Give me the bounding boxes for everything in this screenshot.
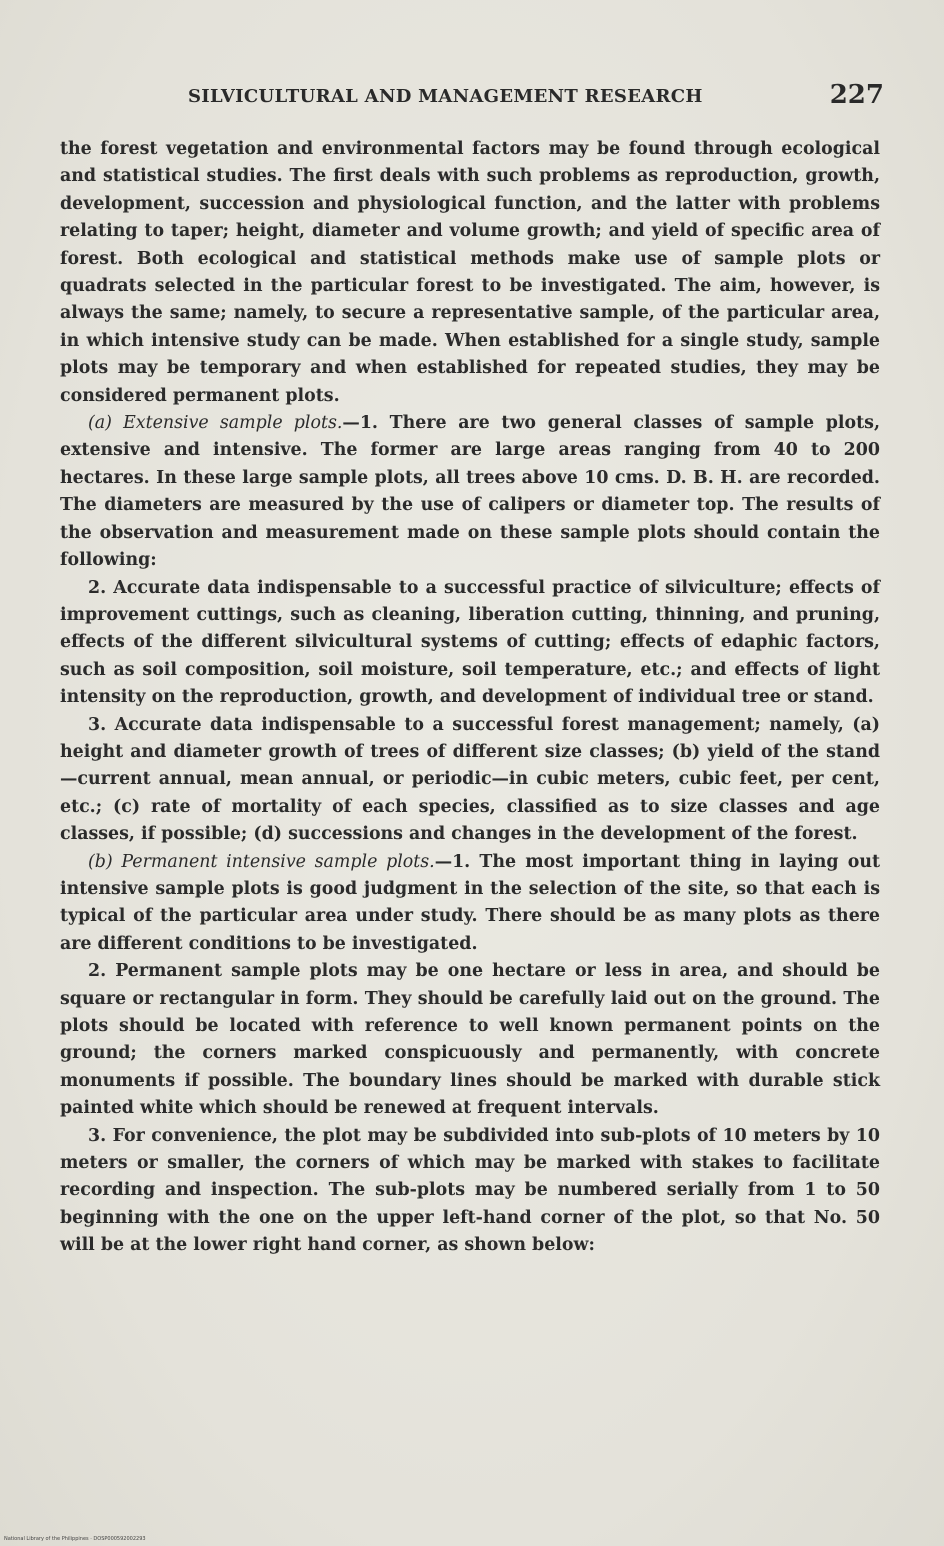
- paragraph-management-data: [60, 712, 880, 849]
- paragraph-sub-plots: [60, 1123, 880, 1260]
- paragraph-text: 3. For convenience, the plot may be subdivided into sub-plots of 10 meters by 10 meters or smaller, the corners of which may be marked with stakes to facilitate recording and inspection. The sub-plots may be numbered serially from 1 to 50 beginning with the one on the upper left-hand corner of the plot, so that No. 50 will be at the lower right hand corner, as shown below:: [60, 1125, 880, 1256]
- paragraph-text: —1. There are two general classes of sample plots, extensive and intensive. The former are large areas ranging from 40 to 200 hectares. In these large sample plots, all trees above 10 cms. D. B. H. are recorded. The diameters are measured by the use of calipers or diameter top. The results of the observation and measurement made on these sample plots should contain the following:: [60, 413, 880, 571]
- paragraph-silviculture-data: [60, 575, 880, 712]
- section-label-permanent: (b) Permanent intensive sample plots.: [88, 851, 435, 872]
- body-text: [60, 136, 880, 1260]
- section-label-extensive: (a) Extensive sample plots.: [88, 413, 343, 434]
- paragraph-text: the forest vegetation and environmental factors may be found through ecological and statistical studies. The first deals with such problems as reproduction, growth, development, succession and physiological function, and the latter with problems relating to taper; height, diameter and volume growth; and yield of specific area of forest. Both ecological and statistical methods make use of sample plots or quadrats selected in the particular forest to be investigated. The aim, however, is always the same; namely, to secure a representative sample, of the particular area, in which intensive study can be made. When established for a single study, sample plots may be temporary and when established for repeated studies, they may be considered permanent plots.: [60, 139, 880, 406]
- running-head-title: SILVICULTURAL AND MANAGEMENT RESEARCH: [188, 86, 703, 107]
- paragraph-text: 2. Permanent sample plots may be one hectare or less in area, and should be square or rectangular in form. They should be carefully laid out on the ground. The plots should be located with reference to well known permanent points on the ground; the corners marked conspicuously and permanently, with concrete monuments if possible. The boundary lines should be marked with durable stick painted white which should be renewed at frequent intervals.: [60, 961, 880, 1119]
- footer-source-note: National Library of the Philippines · DOSP000592002293: [4, 1536, 146, 1542]
- paragraph-intro: [60, 136, 880, 410]
- paragraph-text: —1. The most important thing in laying out intensive sample plots is good judgment in the selection of the site, so that each is typical of the particular area under study. There should be as many plots as there are different conditions to be investigated.: [60, 851, 881, 954]
- paragraph-extensive-plots: [60, 410, 880, 574]
- page-number: 227: [829, 80, 884, 110]
- paragraph-permanent-plots: [60, 849, 880, 959]
- paragraph-plot-size: [60, 958, 880, 1122]
- paragraph-text: 3. Accurate data indispensable to a successful forest management; namely, (a) height and diameter growth of trees of different size classes; (b) yield of the stand—current annual, mean annual, or periodic—in cubic meters, cubic feet, per cent, etc.; (c) rate of mortality of each species, classified as to size classes and age classes, if possible; (d) successions and changes in the development of the forest.: [60, 714, 880, 845]
- running-head: [60, 80, 884, 120]
- paragraph-text: 2. Accurate data indispensable to a successful practice of silviculture; effects of improvement cuttings, such as cleaning, liberation cutting, thinning, and pruning, effects of the different silvicultural systems of cutting; effects of edaphic factors, such as soil composition, soil moisture, soil temperature, etc.; and effects of light intensity on the reproduction, growth, and development of individual tree or stand.: [60, 577, 880, 708]
